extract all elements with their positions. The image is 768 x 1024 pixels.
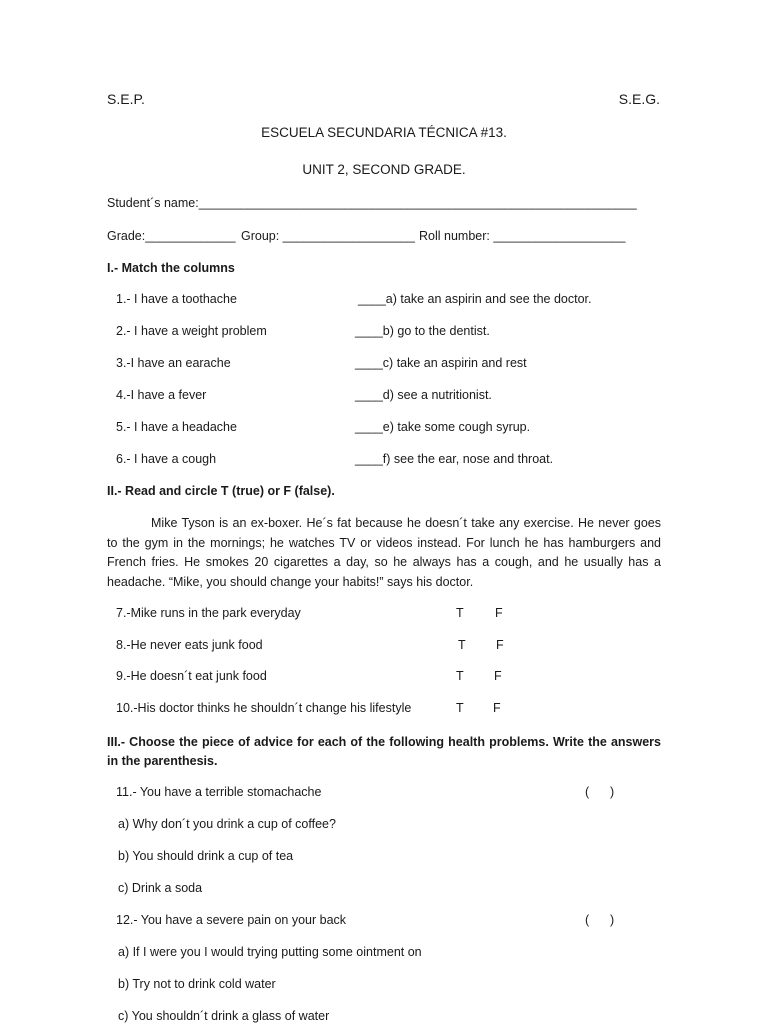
match-right-item[interactable]: ____b) go to the dentist.	[355, 324, 490, 338]
section1-title: I.- Match the columns	[107, 261, 235, 275]
tf-true-option[interactable]: T	[456, 669, 464, 683]
group-field[interactable]: Group: ___________________	[241, 229, 415, 243]
section3-title: III.- Choose the piece of advice for each of the following health problems. Write the answers in the parenthesis.	[107, 735, 661, 768]
advice-option: a) If I were you I would trying putting some ointment on	[118, 945, 422, 959]
roll-number-field[interactable]: Roll number: ___________________	[419, 229, 626, 243]
advice-option: c) You shouldn´t drink a glass of water	[118, 1009, 330, 1023]
grade-field[interactable]: Grade:_____________	[107, 229, 236, 243]
tf-false-option[interactable]: F	[493, 701, 501, 715]
match-left-item: 6.- I have a cough	[116, 452, 217, 466]
student-name-field[interactable]: Student´s name:_______________________________________________________________	[107, 196, 637, 210]
tf-false-option[interactable]: F	[494, 669, 502, 683]
match-left-item: 3.-I have an earache	[116, 356, 231, 370]
advice-question: 11.- You have a terrible stomachache	[116, 785, 322, 799]
advice-option: a) Why don´t you drink a cup of coffee?	[118, 817, 336, 831]
advice-option: b) Try not to drink cold water	[118, 977, 276, 991]
match-left-item: 4.-I have a fever	[116, 388, 207, 402]
match-right-item[interactable]: ____c) take an aspirin and rest	[355, 356, 527, 370]
advice-option: c) Drink a soda	[118, 881, 203, 895]
answer-parenthesis[interactable]: ( )	[585, 913, 615, 927]
tf-false-option[interactable]: F	[495, 606, 503, 620]
school-title: ESCUELA SECUNDARIA TÉCNICA #13.	[261, 125, 507, 140]
tf-true-option[interactable]: T	[458, 638, 466, 652]
header-seg: S.E.G.	[618, 91, 660, 107]
match-right-item[interactable]: ____f) see the ear, nose and throat.	[355, 452, 554, 466]
answer-parenthesis[interactable]: ( )	[585, 785, 615, 799]
unit-title: UNIT 2, SECOND GRADE.	[302, 162, 466, 177]
match-right-item[interactable]: ____e) take some cough syrup.	[355, 420, 531, 434]
tf-statement: 9.-He doesn´t eat junk food	[116, 669, 267, 683]
section2-title: II.- Read and circle T (true) or F (false).	[107, 484, 335, 498]
reading-paragraph	[107, 514, 661, 592]
header-sep: S.E.P.	[107, 91, 145, 107]
tf-true-option[interactable]: T	[456, 701, 464, 715]
reading-paragraph-text: Mike Tyson is an ex-boxer. He´s fat because he doesn´t take any exercise. He never goes to the gym in the mornings; he watches TV or videos instead. For lunch he has hamburgers and French fries. He smokes 20 cigarettes a day, so he always has a cough, and he usually has a headache. “Mike, you should change your habits!” says his doctor.	[107, 516, 661, 589]
match-left-item: 1.- I have a toothache	[116, 292, 237, 306]
match-right-item[interactable]: ____d) see a nutritionist.	[355, 388, 492, 402]
advice-question: 12.- You have a severe pain on your back	[116, 913, 347, 927]
match-left-item: 2.- I have a weight problem	[116, 324, 267, 338]
tf-true-option[interactable]: T	[456, 606, 464, 620]
tf-false-option[interactable]: F	[496, 638, 504, 652]
tf-statement: 7.-Mike runs in the park everyday	[116, 606, 301, 620]
match-right-item[interactable]: ____a) take an aspirin and see the doctor.	[358, 292, 592, 306]
tf-statement: 10.-His doctor thinks he shouldn´t change his lifestyle	[116, 701, 412, 715]
tf-statement: 8.-He never eats junk food	[116, 638, 263, 652]
match-left-item: 5.- I have a headache	[116, 420, 237, 434]
advice-option: b) You should drink a cup of tea	[118, 849, 294, 863]
